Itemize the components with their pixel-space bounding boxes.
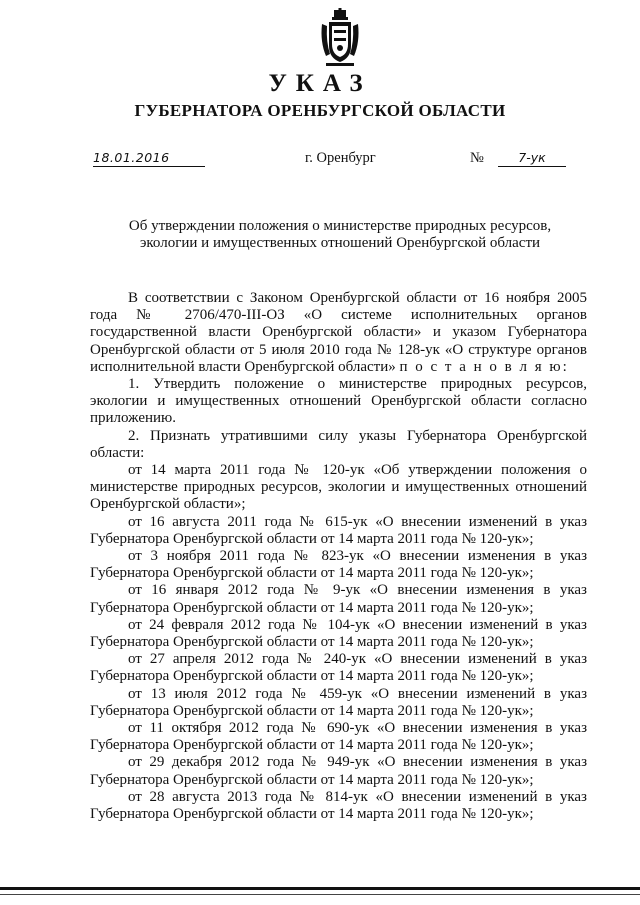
item-1: 1. Утвердить положение о министерстве природных ресурсов, экологии и имущественных отношений Оренбургской области согласно приложению. bbox=[90, 376, 587, 427]
repealed-item: от 28 августа 2013 года № 814-ук «О внесении изменений в указ Губернатора Оренбургской области от 14 марта 2011 года № 120-ук»; bbox=[90, 788, 587, 823]
oblast-coat-of-arms-icon bbox=[318, 8, 362, 68]
bottom-rule bbox=[0, 887, 640, 890]
repealed-item: от 13 июля 2012 года № 459-ук «О внесении изменений в указ Губернатора Оренбургской области от 14 марта 2011 года № 120-ук»; bbox=[90, 685, 587, 719]
document-city: г. Оренбург bbox=[305, 150, 376, 166]
repealed-item: от 16 января 2012 года № 9-ук «О внесении изменения в указ Губернатора Оренбургской области от 14 марта 2011 года № 120-ук»; bbox=[90, 582, 587, 616]
preamble bbox=[90, 290, 587, 376]
document-body bbox=[90, 290, 587, 823]
repealed-item: от 3 ноября 2011 года № 823-ук «О внесении изменения в указ Губернатора Оренбургской области от 14 марта 2011 года № 120-ук»; bbox=[90, 548, 587, 582]
repealed-item: от 24 февраля 2012 года № 104-ук «О внесении изменений в указ Губернатора Оренбургской области от 14 марта 2011 года № 120-ук»; bbox=[90, 616, 587, 651]
document-date: 18.01.2016 bbox=[93, 150, 205, 167]
document-title bbox=[90, 218, 590, 252]
repealed-item: от 16 августа 2011 года № 615-ук «О внесении изменений в указ Губернатора Оренбургской области от 14 марта 2011 года № 120-ук»; bbox=[90, 513, 587, 547]
preamble-text: В соответствии с Законом Оренбургской области от 16 ноября 2005 года № 2706/470-III-ОЗ «О системе исполнительных органов государственной власти Оренбургской области» и указом Губернатора Оренбургской области от 5 июля 2010 года № 128-ук «О структуре органов исполнительной власти Оренбургской области» bbox=[90, 290, 587, 375]
title-line-1: Об утверждении положения о министерстве природных ресурсов, bbox=[128, 218, 552, 234]
repealed-item: от 29 декабря 2012 года № 949-ук «О внесении изменения в указ Губернатора Оренбургской области от 14 марта 2011 года № 120-ук»; bbox=[90, 754, 587, 788]
decree-word: п о с т а н о в л я ю: bbox=[399, 358, 569, 375]
number-label: № bbox=[470, 150, 484, 166]
title-line-2: экологии и имущественных отношений Оренбургской области bbox=[139, 235, 541, 251]
issuer-title: ГУБЕРНАТОРА ОРЕНБУРГСКОЙ ОБЛАСТИ bbox=[134, 101, 506, 120]
document-type: УКАЗ bbox=[268, 70, 372, 97]
item-2: 2. Признать утратившими силу указы Губернатора Оренбургской области: bbox=[90, 427, 587, 461]
bottom-rule-thin bbox=[0, 894, 640, 895]
repealed-item: от 27 апреля 2012 года № 240-ук «О внесении изменений в указ Губернатора Оренбургской области от 14 марта 2011 года № 120-ук»; bbox=[90, 651, 587, 685]
document-number: 7-ук bbox=[498, 150, 566, 167]
repealed-item: от 14 марта 2011 года № 120-ук «Об утверждении положения о министерстве природных ресурсов, экологии и имущественных отношений Оренбургской области»; bbox=[90, 462, 587, 513]
repealed-item: от 11 октября 2012 года № 690-ук «О внесении изменения в указ Губернатора Оренбургской области от 14 марта 2011 года № 120-ук»; bbox=[90, 720, 587, 754]
